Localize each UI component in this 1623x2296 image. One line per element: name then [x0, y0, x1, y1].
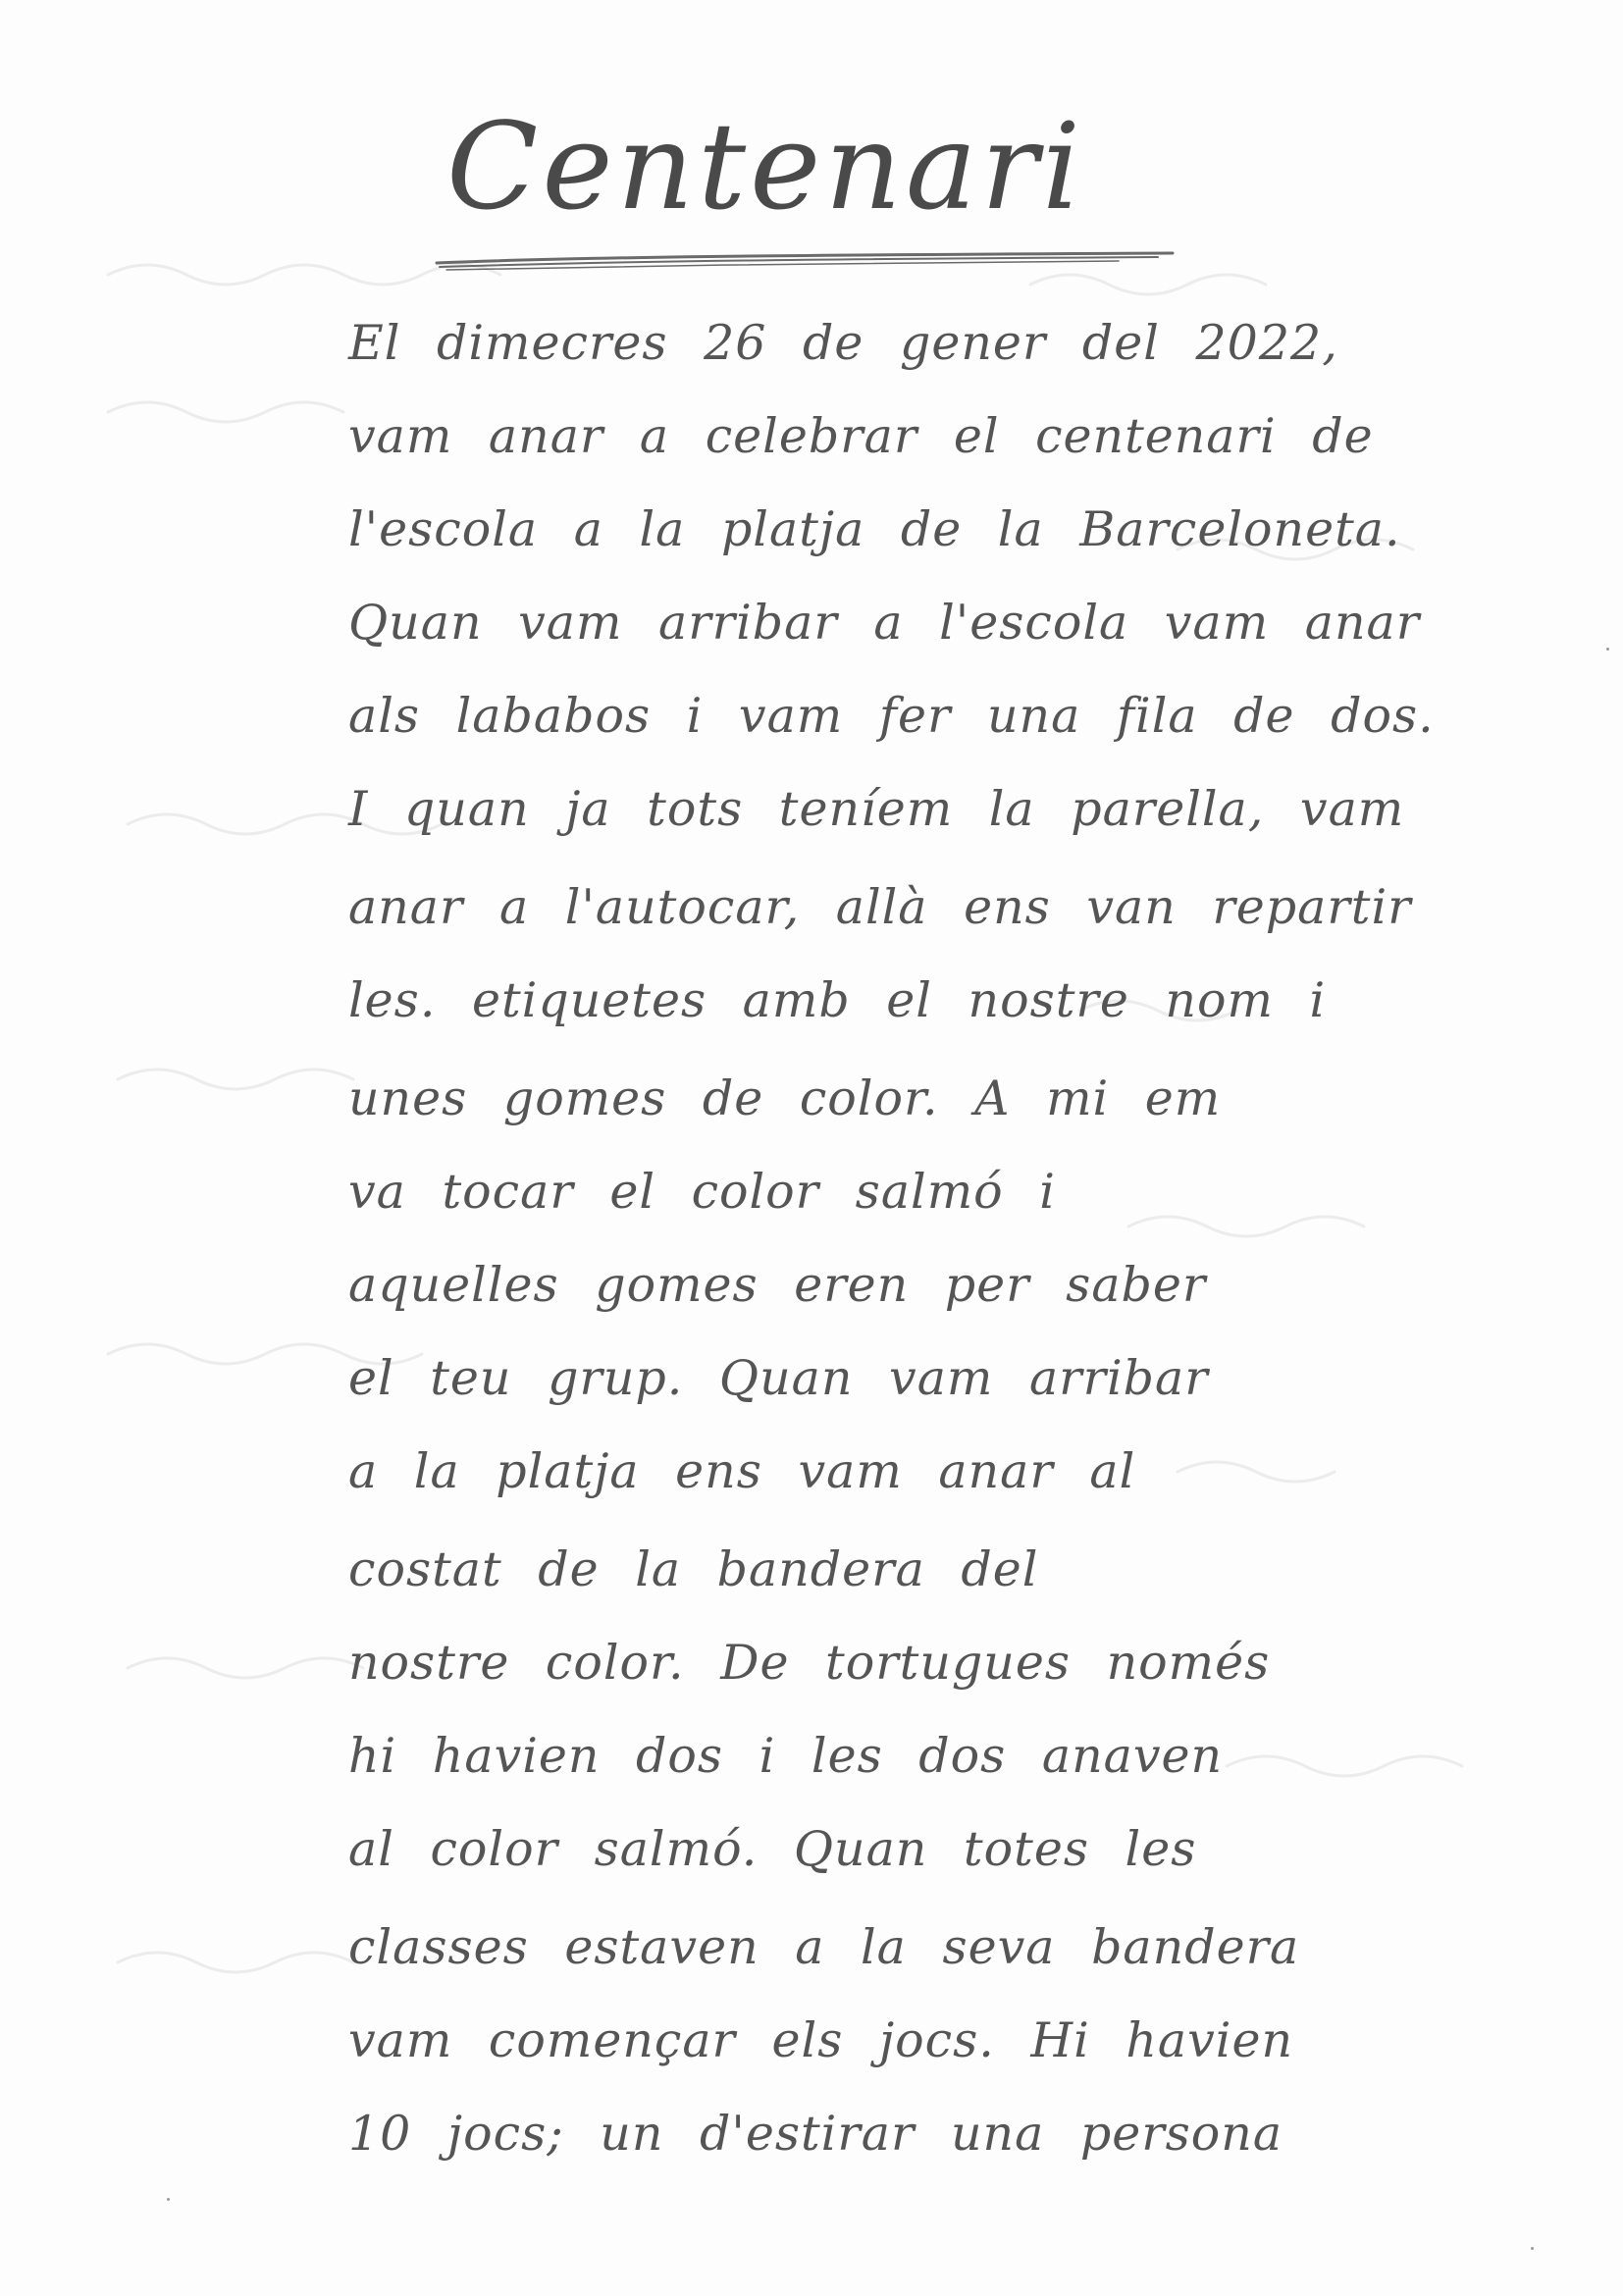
title-underline — [432, 245, 1178, 275]
text-line-11: aquelles gomes eren per saber — [348, 1257, 1207, 1313]
text-line-14: costat de la bandera del — [348, 1541, 1039, 1597]
text-line-1: El dimecres 26 de gener del 2022, — [348, 315, 1338, 371]
text-line-4: Quan vam arribar a l'escola vam anar — [348, 595, 1421, 651]
text-line-16: hi havien dos i les dos anaven — [348, 1728, 1224, 1784]
paper-speck — [167, 2198, 170, 2201]
text-line-10: va tocar el color salmó i — [348, 1164, 1056, 1220]
text-line-6: I quan ja tots teníem la parella, vam — [348, 781, 1405, 837]
text-line-8: les. etiquetes amb el nostre nom i — [348, 972, 1327, 1028]
text-line-13: a la platja ens vam anar al — [348, 1443, 1136, 1499]
text-line-9: unes gomes de color. A mi em — [348, 1070, 1222, 1126]
text-line-5: als lababos i vam fer una fila de dos. — [348, 688, 1435, 744]
text-line-17: al color salmó. Quan totes les — [348, 1821, 1197, 1877]
text-line-3: l'escola a la platja de la Barceloneta. — [348, 501, 1401, 557]
page-title: Centenari — [446, 97, 1084, 236]
text-line-20: 10 jocs; un d'estirar una persona — [348, 2106, 1283, 2162]
text-line-7: anar a l'autocar, allà ens van repartir — [348, 879, 1412, 935]
text-line-19: vam començar els jocs. Hi havien — [348, 2012, 1294, 2068]
text-line-12: el teu grup. Quan vam arribar — [348, 1350, 1209, 1406]
text-line-2: vam anar a celebrar el centenari de — [348, 408, 1374, 464]
paper-speck — [1606, 648, 1609, 651]
paper-speck — [1531, 2247, 1534, 2250]
text-line-18: classes estaven a la seva bandera — [348, 1919, 1300, 1975]
text-line-15: nostre color. De tortugues només — [348, 1635, 1271, 1691]
